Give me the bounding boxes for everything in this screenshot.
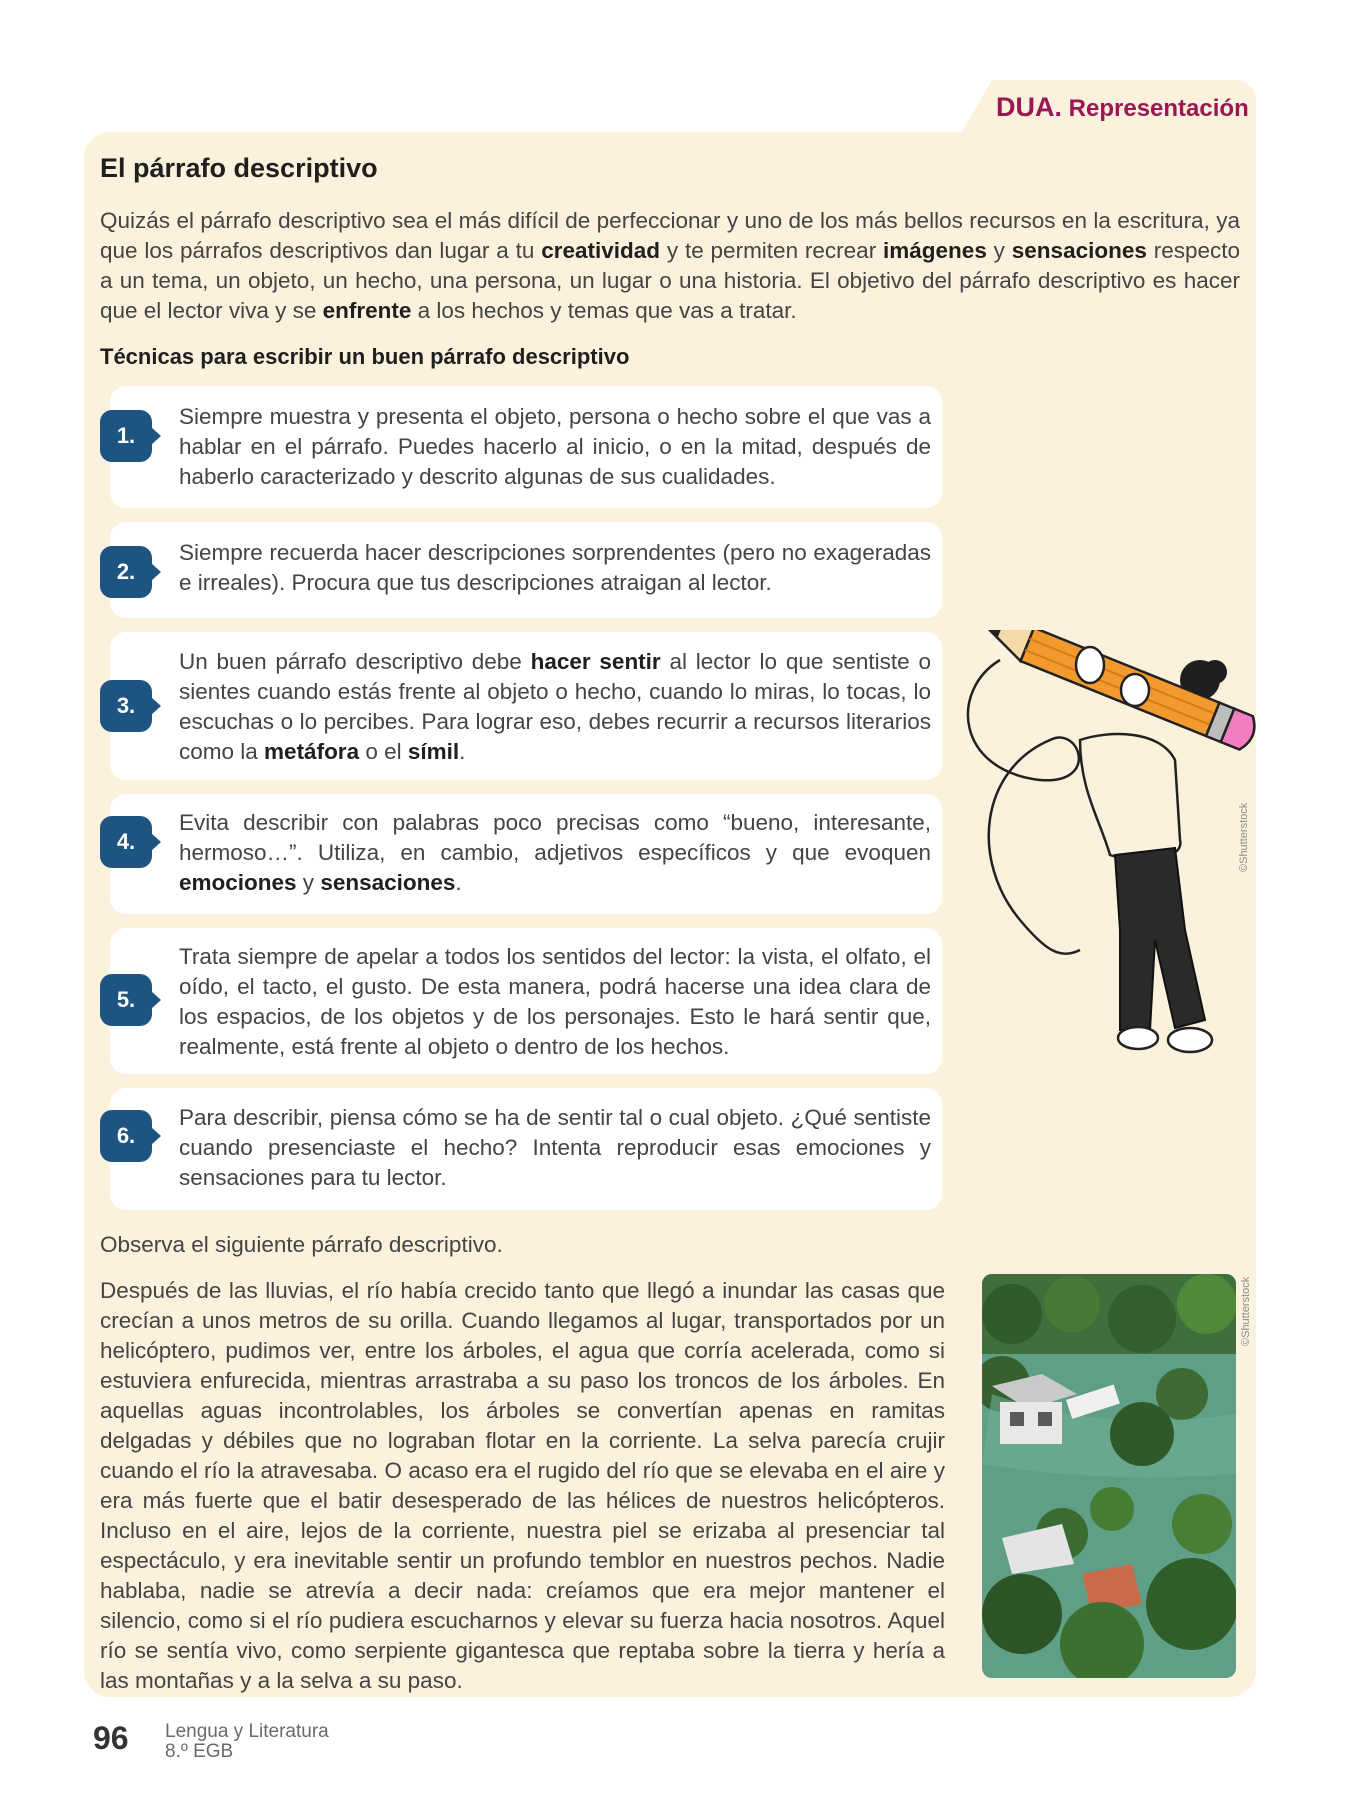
technique-text [179,1103,931,1193]
text-run: . [455,870,462,895]
text-run: Para describir, piensa cómo se ha de sentir tal o cual objeto. ¿Qué sentiste cuando presenciaste el hecho? Intenta reproducir esas emociones y sensaciones para tu lector. [179,1105,931,1190]
text-run: o el [359,739,408,764]
subject-name: Lengua y Literatura [165,1721,329,1742]
grade-label: 8.º EGB [165,1741,234,1762]
bold-term: hacer sentir [530,649,661,674]
dua-category: Representación [1068,95,1249,122]
dua-label: DUA. [996,92,1062,122]
text-run: . [459,739,466,764]
technique-card-3 [110,632,942,780]
footer-subject [165,1722,329,1762]
flood-scene [982,1274,1236,1678]
text-run: a los hechos y temas que vas a tratar. [411,298,797,323]
technique-number-1: 1. [100,410,152,462]
text-run: Trata siempre de apelar a todos los sentidos del lector: la vista, el olfato, el oído, el tacto, el gusto. De esta manera, podrá hacerse una idea clara de los espacios, de los objetos y de los personajes. Esto le hará sentir que, realmente, está frente al objeto o dentro de los hechos. [179,944,931,1059]
text-run: Evita describir con palabras poco precisas como “bueno, interesante, hermoso…”. Utiliza, en cambio, adjetivos específicos y que evoquen [179,810,931,865]
bold-term: sensaciones [320,870,456,895]
text-run: al lector lo que sentiste o sientes cuando estás frente al objeto o hecho, cuando lo miras, lo tocas, lo escuchas o lo percibes. Para lograr eso, debes recurrir a recursos literarios como la [179,649,931,764]
technique-card-5 [110,928,942,1074]
technique-text [179,942,931,1062]
technique-number-3: 3. [100,680,152,732]
bold-term: sensaciones [1011,238,1147,263]
page-title: El párrafo descriptivo [100,153,378,183]
observe-label: Observa el siguiente párrafo descriptivo. [100,1232,503,1257]
page-number: 96 [93,1720,129,1756]
technique-card-1 [110,386,942,508]
technique-card-6 [110,1088,942,1210]
technique-number-6: 6. [100,1110,152,1162]
bold-term: emociones [179,870,297,895]
technique-card-2 [110,522,942,618]
text-run: Siempre recuerda hacer descripciones sorprendentes (pero no exageradas e irreales). Procura que tus descripciones atraigan al lector. [179,540,931,595]
text-run: y te permiten recrear [660,238,884,263]
techniques-title: Técnicas para escribir un buen párrafo descriptivo [100,344,630,369]
bold-term: enfrente [322,298,412,323]
text-run: Un buen párrafo descriptivo debe [179,649,531,674]
text-run: y [986,238,1012,263]
technique-text [179,647,931,767]
text-run: y [296,870,321,895]
technique-card-4 [110,794,942,914]
bold-term: metáfora [264,739,360,764]
intro-paragraph [100,206,1240,326]
example-paragraph: Después de las lluvias, el río había crecido tanto que llegó a inundar las casas que crecían a unos metros de su orilla. Cuando llegamos al lugar, transportados por un helicóptero, pudimos ver, entre los árboles, el agua que corría acelerada, como si estuviera enfurecida, mientras arrastraba a su paso los troncos de los árboles. En aquellas aguas incontrolables, los árboles se convertían apenas en ramitas delgadas y débiles que no lograban flotar en la corriente. La selva parecía crujir cuando el río la atravesaba. O acaso era el rugido del río que se elevaba en el aire y era más fuerte que el batir desesperado de las hélices de nuestros helicópteros. Incluso en el aire, lejos de la corriente, nuestra piel se erizaba al presenciar tal espectáculo, y era inevitable sentir un profundo temblor en nuestros pechos. Nadie hablaba, nadie se atrevía a decir nada: creíamos que era mejor mantener el silencio, como si el río pudiera escucharnos y elevar su fuerza hacia nosotros. Aquel río se sentía vivo, como serpiente gigantesca que reptaba sobre la tierra y hería a las montañas y a la selva a su paso. [100,1278,945,1693]
technique-number-5: 5. [100,974,152,1026]
photo-credit: ©Shutterstock [1240,1276,1252,1346]
bold-term: imágenes [883,238,987,263]
technique-text [179,538,931,598]
dua-header [996,92,1249,123]
bold-term: creatividad [541,238,661,263]
pencil-person-illustration [960,630,1280,1090]
technique-number-2: 2. [100,546,152,598]
bold-term: símil [407,739,460,764]
technique-number-4: 4. [100,816,152,868]
illustration-credit: ©Shutterstock [1238,802,1250,872]
text-run: Siempre muestra y presenta el objeto, persona o hecho sobre el que vas a hablar en el párrafo. Puedes hacerlo al inicio, o en la mitad, después de haberlo caracterizado y descrito algunas de sus cualidades. [179,404,931,489]
technique-text [179,402,931,492]
technique-text [179,808,931,898]
text-run: respecto a un tema, un objeto, un hecho, una persona, un lugar o una historia. El objetivo del párrafo descriptivo es hacer que el lector viva y se [100,238,1240,323]
text-run: Quizás el párrafo descriptivo sea el más difícil de perfeccionar y uno de los más bellos recursos en la escritura, ya que los párrafos descriptivos dan lugar a tu [100,208,1240,263]
flood-photo [982,1274,1236,1678]
